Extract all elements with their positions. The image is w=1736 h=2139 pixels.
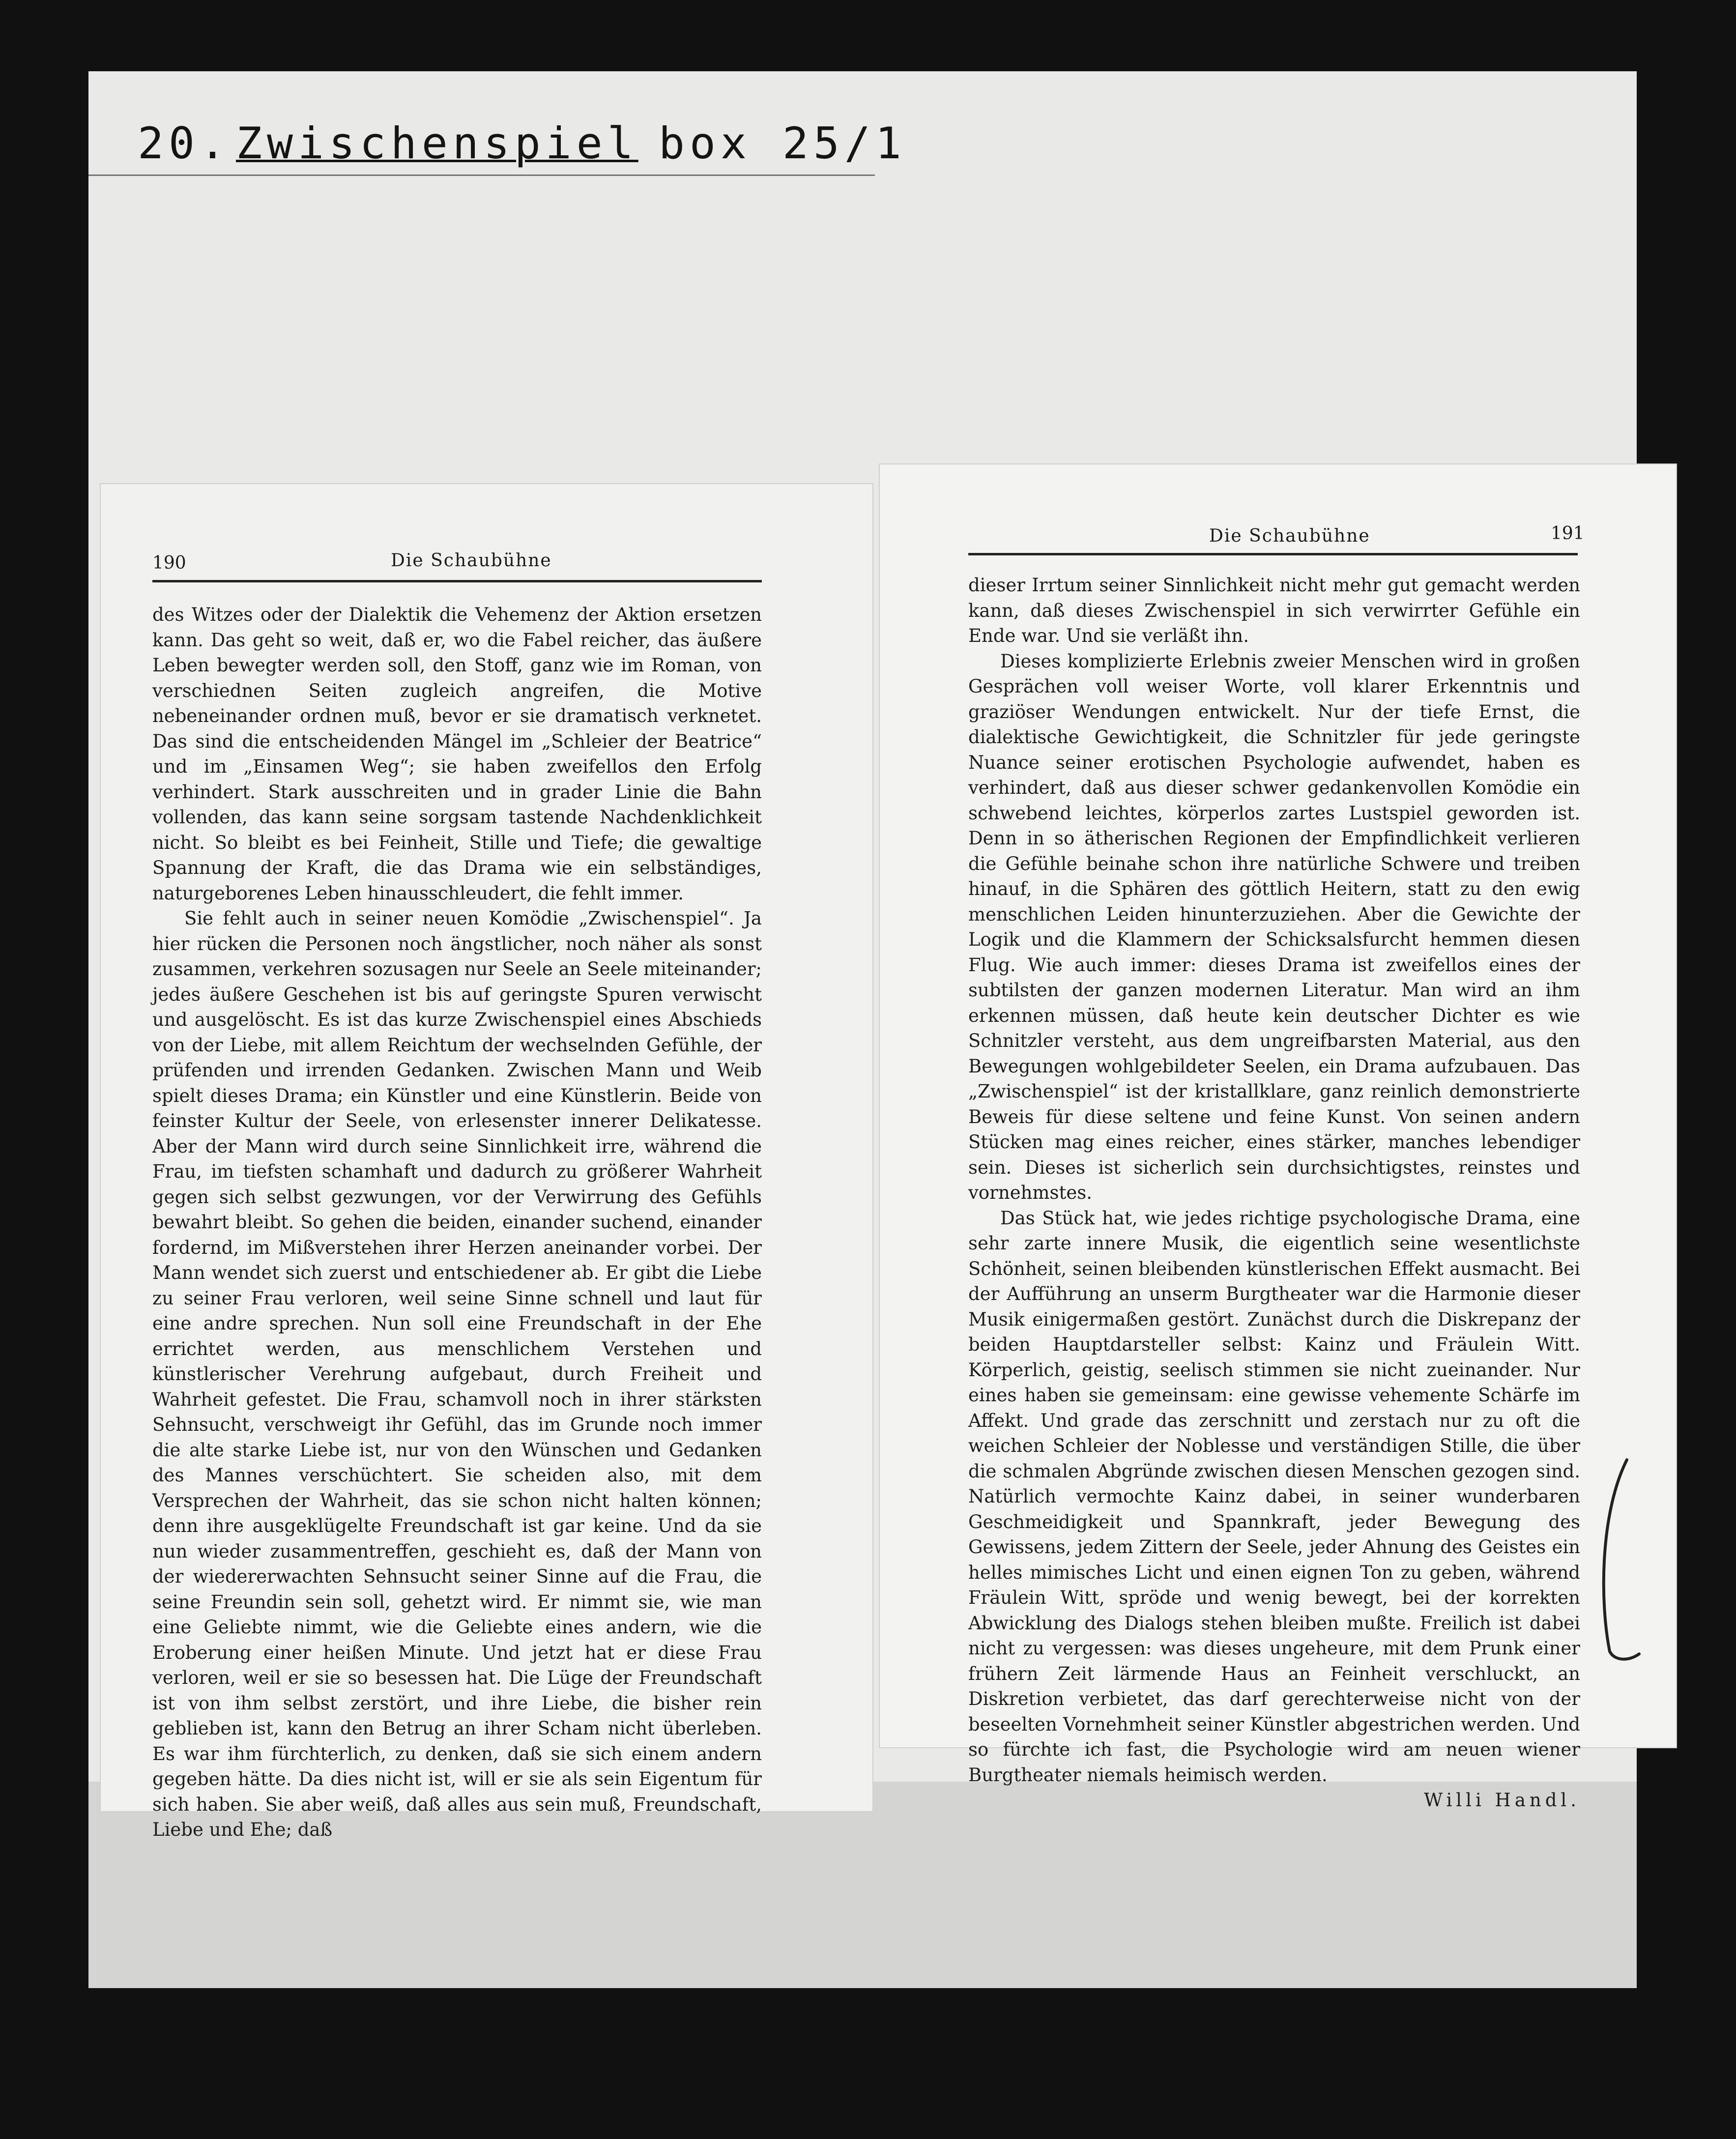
archive-box-number: box 25/1 [659, 118, 906, 169]
author-signature: Willi Handl. [1424, 1790, 1580, 1811]
text-column [968, 573, 1580, 1813]
running-title: Die Schaubühne [1209, 526, 1370, 546]
page-number: 190 [152, 553, 186, 573]
page-number: 191 [1551, 523, 1585, 544]
pencil-bracket-mark [1580, 1455, 1649, 1666]
text-column [152, 602, 762, 1843]
archive-label [88, 71, 906, 176]
left-page [101, 484, 872, 1840]
paragraph: dieser Irrtum seiner Sinnlichkeit nicht mehr gut gemacht werden kann, daß dieses Zwischenspiel in sich verwirrter Gefühle ein Ende war. Und sie verläßt ihn. [968, 575, 1580, 646]
header-rule [968, 553, 1578, 555]
running-title: Die Schaubühne [391, 550, 552, 571]
paragraph: Dieses komplizierte Erlebnis zweier Menschen wird in großen Gesprächen voll weiser Worte, voll klarer Erkenntnis und graziöser Wendungen entwickelt. Nur der tiefe Ernst, die dialektische Gewichtigkeit, die Schnitzler für jede geringste Nuance seiner erotischen Psychologie aufwendet, haben es verhindert, daß aus dieser schwer gedankenvollen Komödie ein schwebend leichtes, körperlos zartes Lustspiel geworden ist. Denn in so ätherischen Regionen der Empfindlichkeit verlieren die Gefühle beinahe schon ihre natürliche Schwere und treiben hinauf, in die Sphären des göttlich Heitern, statt zu den ewig menschlichen Leiden hinunterzuziehen. Aber die Gewichte der Logik und die Klammern der Schicksalsfurcht hemmen diesen Flug. Wie auch immer: dieses Drama ist zweifellos eines der subtilsten der ganzen modernen Literatur. Man wird an ihm erkennen müssen, daß heute kein deutscher Dichter es wie Schnitzler versteht, aus dem ungreifbarsten Material, aus den Bewegungen wohlgebildeter Seelen, ein Drama aufzubauen. Das „Zwischenspiel“ ist der kristallklare, ganz reinlich demonstrierte Beweis für diese seltene und feine Kunst. Von seinen andern Stücken mag eines reicher, eines stärker, manches lebendiger sein. Dieses ist sicherlich sein durchsichtigstes, reinstes und vornehmstes. [968, 650, 1580, 1203]
archive-number: 20. [138, 118, 231, 169]
paragraph: Das Stück hat, wie jedes richtige psychologische Drama, eine sehr zarte innere Musik, die eigentlich seine wesentlichste Schönheit, seinen bleibenden künstlerischen Effekt ausmacht. Bei der Aufführung an unserm Burgtheater war die Harmonie dieser Musik einigermaßen gestört. Zunächst durch die Diskrepanz der beiden Hauptdarsteller selbst: Kainz und Fräulein Witt. Körperlich, geistig, seelisch stimmen sie nicht zueinander. Nur eines haben sie gemeinsam: eine gewisse vehemente Schärfe im Affekt. Und grade das zerschnitt und zerstach nur zu oft die weichen Schleier der Noblesse und verständigen Stille, die über die schmalen Abgründe zwischen diesen Menschen gezogen sind. Natürlich vermochte Kainz dabei, in seiner wunderbaren Geschmeidigkeit und Spannkraft, jeder Bewegung des Gewissens, jedem Zittern der Seele, jeder Ahnung des Geistes ein helles mimisches Licht und einen eignen Ton zu geben, während Fräulein Witt, spröde und wenig bewegt, bei der korrekten Abwicklung des Dialogs stehen bleiben mußte. Freilich ist dabei nicht zu vergessen: was dieses ungeheure, mit dem Prunk einer frühern Zeit lärmende Haus an Feinheit verschluckt, an Diskretion verbietet, das darf gerechterweise nicht von der beseelten Vornehmheit seiner Künstler abgestrichen werden. Und so fürchte ich fast, die Psychologie wird am neuen wiener Burgtheater niemals heimisch werden. [968, 1207, 1580, 1786]
header-rule [152, 580, 762, 582]
paragraph: des Witzes oder der Dialektik die Vehemenz der Aktion ersetzen kann. Das geht so weit, daß er, wo die Fabel reicher, das äußere Leben bewegter werden soll, den Stoff, ganz wie im Roman, von verschiednen Seiten zugleich angreifen, die Motive nebeneinander ordnen muß, bevor er sie dramatisch verknetet. Das sind die entscheidenden Mängel im „Schleier der Beatrice“ und im „Einsamen Weg“; sie haben zweifellos den Erfolg verhindert. Stark ausschreiten und in grader Linie die Bahn vollenden, das kann seine sorgsam tastende Nachdenklichkeit nicht. So bleibt es bei Feinheit, Stille und Tiefe; die gewaltige Spannung der Kraft, die das Drama wie ein selbständiges, naturgeborenes Leben hinausschleudert, die fehlt immer. [152, 604, 762, 904]
right-page [880, 464, 1676, 1811]
archive-title: Zwischenspiel [236, 118, 638, 169]
paragraph: Sie fehlt auch in seiner neuen Komödie „Zwischenspiel“. Ja hier rücken die Personen noch ängstlicher, noch näher als sonst zusammen, verkehren sozusagen nur Seele an Seele miteinander; jedes äußere Geschehen ist bis auf geringste Spuren verwischt und ausgelöscht. Es ist das kurze Zwischenspiel eines Abschieds von der Liebe, mit allem Reichtum der wechselnden Gefühle, der prüfenden und irrenden Gedanken. Zwischen Mann und Weib spielt dieses Drama; ein Künstler und eine Künstlerin. Beide von feinster Kultur der Seele, von erlesenster innerer Delikatesse. Aber der Mann wird durch seine Sinnlichkeit irre, während die Frau, im tiefsten schamhaft und dadurch zu größerer Wahrheit gegen sich selbst gezwungen, vor der Verwirrung des Gefühls bewahrt bleibt. So gehen die beiden, einander suchend, einander fordernd, im Mißverstehen ihrer Herzen aneinander vorbei. Der Mann wendet sich zuerst und entschiedener ab. Er gibt die Liebe zu seiner Frau verloren, weil seine Sinne schnell und laut für eine andre sprechen. Nun soll eine Freundschaft in der Ehe errichtet werden, aus menschlichem Verstehen und künstlerischer Verehrung aufgebaut, durch Freiheit und Wahrheit gefestet. Die Frau, schamvoll noch in ihrer stärksten Sehnsucht, verschweigt ihr Gefühl, das im Grunde noch immer die alte starke Liebe ist, nur von den Wünschen und Gedanken des Mannes verschüchtert. Sie scheiden also, mit dem Versprechen der Wahrheit, das sie schon nicht halten können; denn ihre ausgeklügelte Freundschaft ist gar keine. Und da sie nun wieder zusammentreffen, geschieht es, daß der Mann von der wiedererwachten Sehnsucht seiner Sinne auf die Frau, die seine Freundin sein soll, gehetzt wird. Er nimmt sie, wie man eine Geliebte nimmt, wie die Geliebte eines andern, wie die Eroberung einer heißen Minute. Und jetzt hat er diese Frau verloren, weil er sie so besessen hat. Die Lüge der Freundschaft ist von ihm selbst zerstört, und ihre Liebe, die bisher rein geblieben ist, kann den Betrug an ihrer Scham nicht überleben. Es war ihm fürchterlich, zu denken, daß sie sich einem andern gegeben hätte. Da dies nicht ist, will er sie als sein Eigentum für sich haben. Sie aber weiß, daß alles aus sein muß, Freundschaft, Liebe und Ehe; daß [152, 908, 762, 1840]
